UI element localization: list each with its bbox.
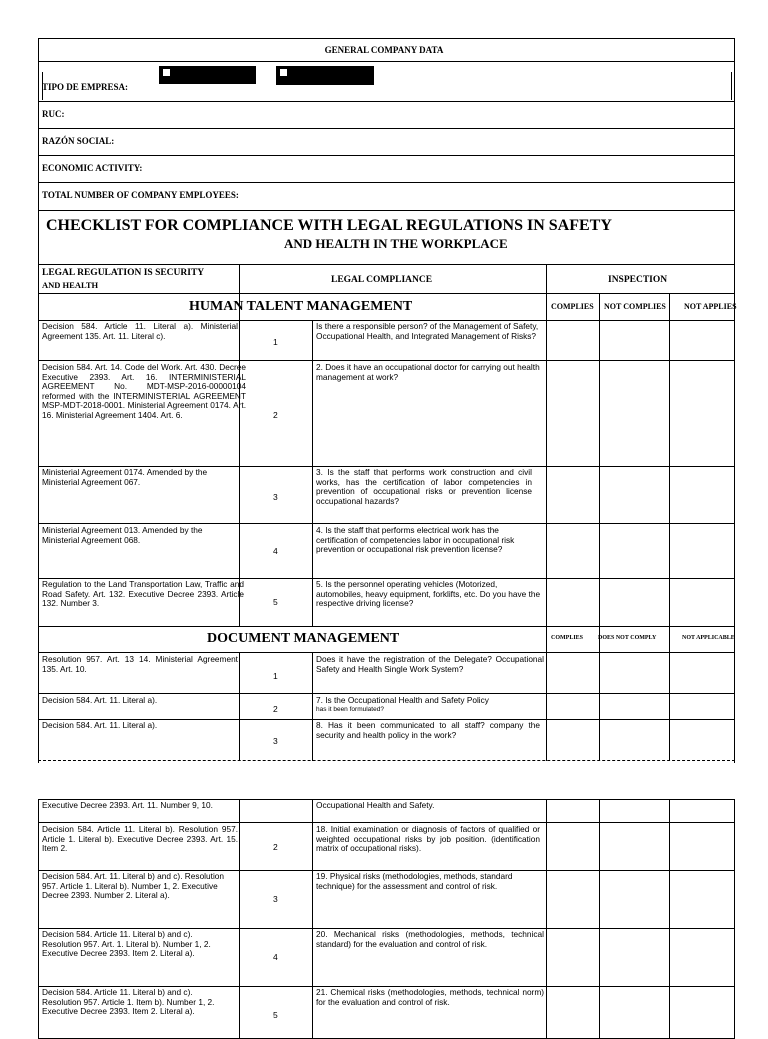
general-data-table bbox=[38, 38, 735, 211]
divider bbox=[239, 652, 240, 761]
table-row-law: Ministerial Agreement 013. Amended by the Ministerial Agreement 068. bbox=[42, 526, 203, 545]
divider bbox=[599, 293, 600, 761]
table-row-number: 5 bbox=[273, 597, 278, 607]
divider bbox=[38, 293, 735, 294]
divider bbox=[312, 652, 313, 761]
table-row-question: 20. Mechanical risks (methodologies, methods, technical standard) for the evaluation and control of risk. bbox=[316, 930, 544, 949]
redaction-box-1 bbox=[159, 66, 256, 84]
table-row-number: 2 bbox=[273, 704, 278, 714]
divider bbox=[38, 719, 735, 720]
table-row-law: Decision 584. Article 11. Literal b) and c). Resolution 957. Art. 1. Literal b). Number 1, 2. Executive Decree 2393. Item 2. Literal a). bbox=[42, 930, 211, 959]
table-row-number: 1 bbox=[273, 337, 278, 347]
table-row-number: 5 bbox=[273, 1010, 278, 1020]
table-row-question: 3. Is the staff that performs work construction and civil works, has the certification of labor competencies in prevention of occupational risks or prevention license occupational hazards? bbox=[316, 468, 532, 506]
not-complies-header: NOT COMPLIES bbox=[604, 302, 666, 311]
divider bbox=[38, 760, 735, 761]
table-row-law: Ministerial Agreement 0174. Amended by the Ministerial Agreement 067. bbox=[42, 468, 208, 487]
divider bbox=[38, 182, 735, 183]
divider bbox=[38, 320, 735, 321]
ruc-label: RUC: bbox=[42, 109, 65, 119]
checkbox-icon[interactable] bbox=[280, 69, 287, 76]
table-row-question: 21. Chemical risks (methodologies, methods, technical norm) for the evaluation and control of risk. bbox=[316, 988, 544, 1007]
divider bbox=[38, 870, 735, 871]
table-row-law: Decision 584. Article 11. Literal b). Resolution 957. Article 1. Literal b). Executive Decree 2393. Art. 15. Item 2. bbox=[42, 825, 238, 854]
divider bbox=[38, 360, 735, 361]
table-row-law: Decision 584. Article 11. Literal b) and c). Resolution 957. Article 1. Item b). Number 1, 2. Executive Decree 2393. Item 2. Literal a). bbox=[42, 988, 215, 1017]
col1-header-line1: LEGAL REGULATION IS SECURITY bbox=[42, 268, 205, 278]
divider bbox=[38, 928, 735, 929]
tipo-empresa-label: TIPO DE EMPRESA: bbox=[42, 82, 129, 92]
table-row-number: 3 bbox=[273, 894, 278, 904]
table-row-question: 8. Has it been communicated to all staff? company the security and health policy in the work? bbox=[316, 721, 540, 740]
table-row-law: Decision 584. Art. 11. Literal b) and c). Resolution 957. Article 1. Literal b). Number 1, 2. Executive Decree 2393. Number 2. Literal a). bbox=[42, 872, 225, 901]
table-row-law: Decision 584. Art. 11. Literal a). bbox=[42, 721, 158, 730]
divider bbox=[38, 61, 735, 62]
divider bbox=[38, 155, 735, 156]
divider bbox=[669, 293, 670, 761]
table-row-law: Regulation to the Land Transportation Law, Traffic and Road Safety. Art. 132. Executive Decree 2393. Article 132. Number 3. bbox=[42, 580, 244, 609]
table-row-number: 4 bbox=[273, 546, 278, 556]
not-applicable-header: NOT APPLICABLE bbox=[682, 635, 735, 641]
redaction-box-2 bbox=[276, 66, 374, 85]
checkbox-icon[interactable] bbox=[163, 69, 170, 76]
divider bbox=[38, 101, 735, 102]
divider bbox=[38, 128, 735, 129]
complies-header: COMPLIES bbox=[551, 635, 584, 641]
section-title-document-management: DOCUMENT MANAGEMENT bbox=[207, 631, 400, 646]
complies-header: COMPLIES bbox=[551, 302, 594, 311]
divider bbox=[38, 578, 735, 579]
checklist-title-line2: AND HEALTH IN THE WORKPLACE bbox=[284, 236, 508, 251]
table-row-question: 7. Is the Occupational Health and Safety Policy bbox=[316, 696, 489, 705]
table-row-law: Executive Decree 2393. Art. 11. Number 9, 10. bbox=[42, 801, 213, 810]
divider bbox=[239, 799, 240, 1039]
divider bbox=[38, 693, 735, 694]
divider bbox=[38, 822, 735, 823]
table-row-question: 19. Physical risks (methodologies, methods, standard technique) for the assessment and control of risk. bbox=[316, 872, 513, 891]
does-not-comply-header: DOES NOT COMPLY bbox=[598, 635, 657, 641]
table-row-number: 3 bbox=[273, 492, 278, 502]
general-data-title: GENERAL COMPANY DATA bbox=[324, 45, 444, 55]
table-row-number: 2 bbox=[273, 842, 278, 852]
divider bbox=[731, 72, 732, 100]
divider bbox=[38, 523, 735, 524]
table-row-number: 2 bbox=[273, 410, 278, 420]
checklist-title-line1: CHECKLIST FOR COMPLIANCE WITH LEGAL REGULATIONS IN SAFETY bbox=[46, 217, 612, 234]
table-row-question: 2. Does it have an occupational doctor for carrying out health management at work? bbox=[316, 363, 540, 382]
table-row-question: 5. Is the personnel operating vehicles (Motorized, automobiles, heavy equipment, forklifts, etc. Do you have the respective driving license? bbox=[316, 580, 541, 609]
total-employees-label: TOTAL NUMBER OF COMPANY EMPLOYEES: bbox=[42, 190, 239, 200]
table-row-number: 1 bbox=[273, 671, 278, 681]
table-row-question-note: has it been formulated? bbox=[316, 706, 384, 713]
table-row-question: 18. Initial examination or diagnosis of factors of qualified or weighted occupational risks by job position. (identification matrix of occupational risks). bbox=[316, 825, 540, 854]
divider bbox=[38, 466, 735, 467]
divider bbox=[38, 626, 735, 627]
divider bbox=[599, 799, 600, 1039]
table-row-question: 4. Is the staff that performs electrical work has the certification of competencies labor in occupational risk prevention or occupational risk prevention license? bbox=[316, 526, 515, 555]
table-row-law: Decision 584. Art. 14. Code del Work. Art. 430. Decree Executive 2393. Art. 16. INTERMINISTERIAL AGREEMENT No. MDT-MSP-2016-00000104 reformed with the INTERMINISTERIAL AGREEMENT MSP-MDT-2018-0001. Ministerial Agreement 0174. Art. 16. Ministerial Agreement 1404. Art. 6. bbox=[42, 363, 246, 420]
table-row-number: 4 bbox=[273, 952, 278, 962]
economic-activity-label: ECONOMIC ACTIVITY: bbox=[42, 163, 143, 173]
table-row-law: Decision 584. Article 11. Literal a). Ministerial Agreement 135. Art. 11. Literal c). bbox=[42, 322, 238, 341]
table-row-number: 3 bbox=[273, 736, 278, 746]
table-row-question: Is there a responsible person? of the Management of Safety, Occupational Health, and Integrated Management of Risks? bbox=[316, 322, 539, 341]
divider bbox=[546, 799, 547, 1039]
divider bbox=[38, 652, 735, 653]
divider bbox=[312, 320, 313, 626]
col1-header-line2: AND HEALTH bbox=[42, 280, 99, 290]
razon-social-label: RAZÓN SOCIAL: bbox=[42, 136, 115, 146]
divider bbox=[38, 986, 735, 987]
col2-header: LEGAL COMPLIANCE bbox=[331, 275, 433, 285]
divider bbox=[38, 264, 735, 265]
divider bbox=[669, 799, 670, 1039]
divider bbox=[312, 799, 313, 1039]
section-title-human-talent: HUMAN TALENT MANAGEMENT bbox=[189, 299, 413, 314]
table-row-question: Occupational Health and Safety. bbox=[316, 801, 435, 810]
table-row-law: Decision 584. Art. 11. Literal a). bbox=[42, 696, 158, 705]
table-row-question: Does it have the registration of the Delegate? Occupational Safety and Health Single Work System? bbox=[316, 655, 544, 674]
col3-header: INSPECTION bbox=[608, 275, 668, 285]
table-row-law: Resolution 957. Art. 13 14. Ministerial Agreement 135. Art. 10. bbox=[42, 655, 238, 674]
not-applies-header: NOT APPLIES bbox=[684, 302, 737, 311]
